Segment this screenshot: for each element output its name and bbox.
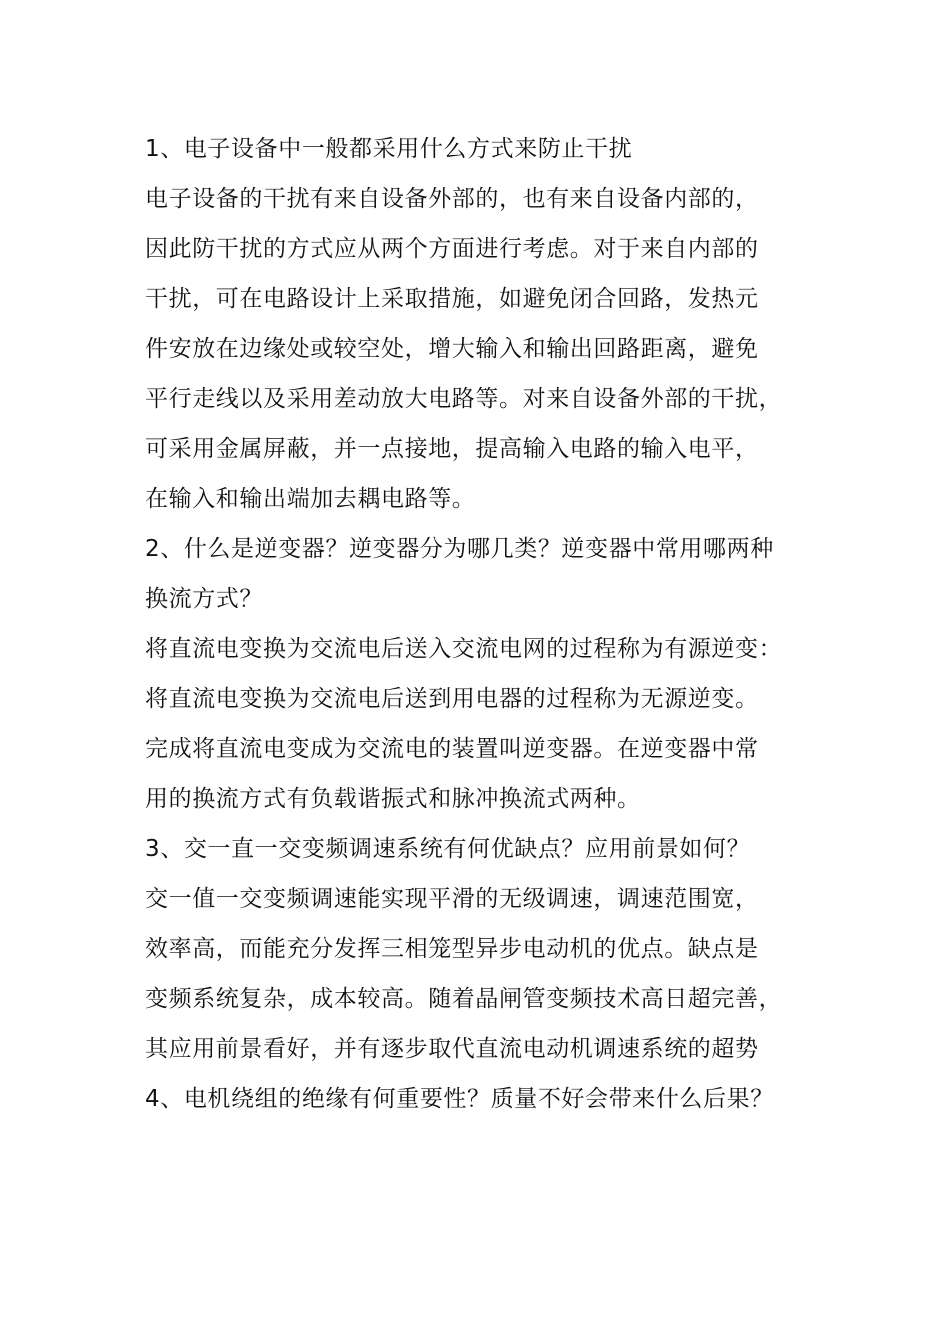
answer-2-line-2: 将直流电变换为交流电后送到用电器的过程称为无源逆变。: [145, 686, 759, 712]
answer-3-line-1: 交一值一交变频调速能实现平滑的无级调速，调速范围宽，: [145, 886, 759, 912]
answer-1-line-4: 件安放在边缘处或较空处，增大输入和输出回路距离，避免: [145, 336, 759, 362]
answer-2-line-4: 用的换流方式有负载谐振式和脉冲换流式两种。: [145, 786, 641, 812]
answer-1-line-3: 干扰，可在电路设计上采取措施，如避免闭合回路，发热元: [145, 286, 759, 312]
answer-1-line-5: 平行走线以及采用差动放大电路等。对来自设备外部的干扰，: [145, 386, 783, 412]
answer-3-line-2: 效率高，而能充分发挥三相笼型异步电动机的优点。缺点是: [145, 936, 759, 962]
answer-1-line-6: 可采用金属屏蔽，并一点接地，提高输入电路的输入电平，: [145, 436, 759, 462]
question-4-heading: 4、电机绕组的绝缘有何重要性？质量不好会带来什么后果？: [145, 1086, 774, 1112]
document-body: [145, 124, 835, 1124]
answer-3-line-3: 变频系统复杂，成本较高。随着晶闸管变频技术高日超完善，: [145, 986, 783, 1012]
answer-1-line-2: 因此防干扰的方式应从两个方面进行考虑。对于来自内部的: [145, 236, 759, 262]
answer-1-line-7: 在输入和输出端加去耦电路等。: [145, 486, 476, 512]
answer-3-line-4: 其应用前景看好，并有逐步取代直流电动机调速系统的超势: [145, 1036, 759, 1062]
answer-2-line-1: 将直流电变换为交流电后送入交流电网的过程称为有源逆变：: [145, 636, 783, 662]
question-2-heading-line-2: 换流方式？: [145, 586, 263, 612]
question-3-heading: 3、交一直一交变频调速系统有何优缺点？应用前景如何？: [145, 836, 751, 862]
answer-2-line-3: 完成将直流电变成为交流电的装置叫逆变器。在逆变器中常: [145, 736, 759, 762]
answer-1-line-1: 电子设备的干扰有来自设备外部的，也有来自设备内部的，: [145, 186, 759, 212]
question-1-heading: 1、电子设备中一般都采用什么方式来防止干扰: [145, 136, 633, 162]
question-2-heading-line-1: 2、什么是逆变器？逆变器分为哪几类？逆变器中常用哪两种: [145, 536, 774, 562]
